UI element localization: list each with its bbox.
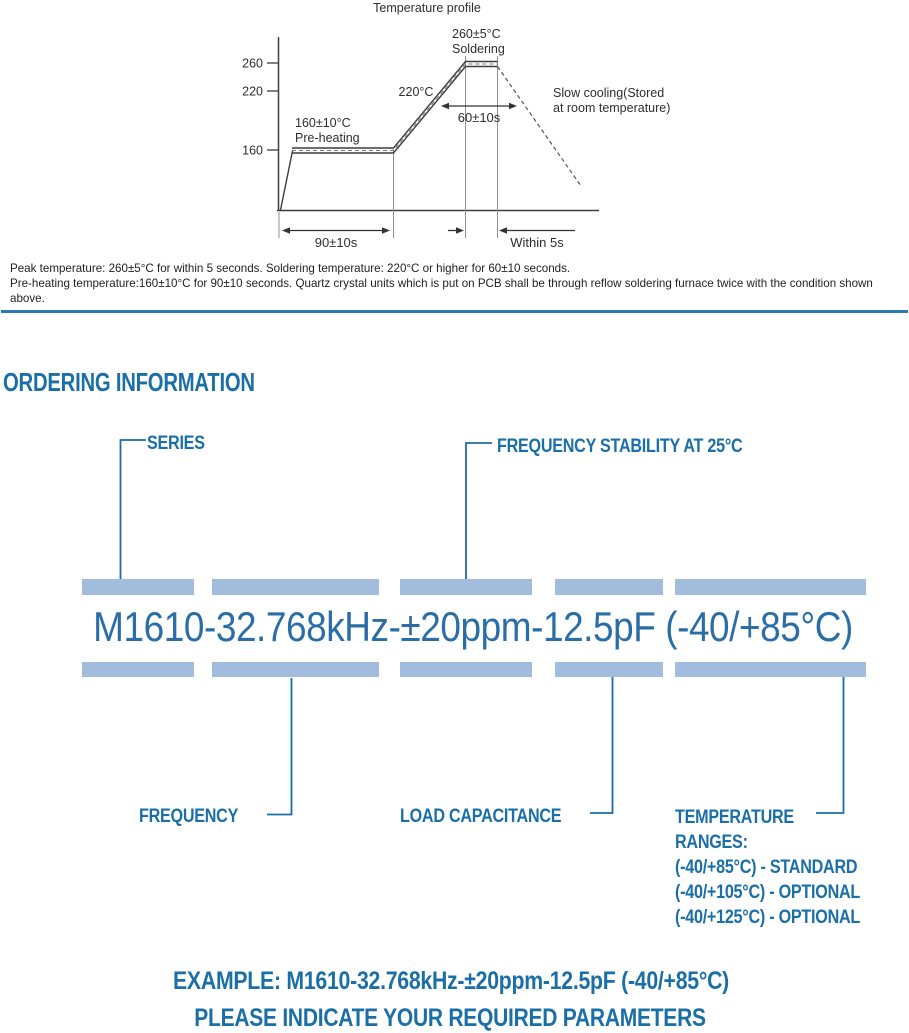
series-connector: [121, 440, 147, 581]
freq-stability-connector: [466, 443, 492, 581]
please-indicate-note: PLEASE INDICATE YOUR REQUIRED PARAMETERS: [194, 1004, 706, 1032]
field-bar-series-top: [82, 579, 194, 595]
dim-preheat-arrow-right: [382, 227, 390, 234]
frequency-label: FREQUENCY: [139, 806, 239, 827]
ramp-temp-label: 220°C: [398, 85, 434, 99]
preheat-label: Pre-heating: [295, 131, 360, 145]
frequency-connector: [267, 678, 292, 815]
series-label: SERIES: [147, 433, 205, 454]
temperature-profile-chart: [0, 0, 909, 258]
chart-title: Temperature profile: [373, 1, 481, 15]
dim-solder-arrow-left: [441, 103, 449, 110]
temperature-range-standard: (-40/+85°C) - STANDARD: [675, 857, 858, 878]
field-bar-frequency-top: [212, 579, 379, 595]
freq-stability-label: FREQUENCY STABILITY AT 25°C: [497, 436, 743, 457]
note-line-2: Pre-heating temperature:160±10°C for 90±10 seconds. Quartz crystal units which is put on PCB shall be through reflow soldering furnace twice with the condition shown above.: [10, 277, 873, 306]
example-part-number: EXAMPLE: M1610-32.768kHz-±20ppm-12.5pF (-40/+85°C): [173, 967, 729, 995]
field-bar-temperature-top: [675, 579, 866, 595]
dim-peak-label: Within 5s: [510, 235, 564, 250]
y-tick-label-220: 220: [242, 84, 263, 99]
dim-preheat-arrow-left: [282, 227, 290, 234]
field-bar-temperature-bottom: [675, 662, 866, 677]
field-bar-stability-top: [400, 579, 532, 595]
cooling-label-line2: at room temperature): [553, 101, 671, 115]
note-line-1: Peak temperature: 260±5°C for within 5 seconds. Soldering temperature: 220°C or higher for 60±10 seconds.: [10, 262, 571, 275]
y-tick-label-260: 260: [242, 56, 263, 71]
part-number: M1610-32.768kHz-±20ppm-12.5pF (-40/+85°C): [93, 603, 853, 650]
temperature-ranges-line: RANGES:: [675, 832, 748, 853]
field-bar-frequency-bottom: [212, 662, 379, 677]
soldering-label: Soldering: [452, 42, 505, 56]
dim-peak-right-arrow: [499, 227, 507, 234]
profile-cooling-dashed: [498, 67, 582, 187]
cooling-label-line1: Slow cooling(Stored: [553, 86, 665, 100]
load-capacitance-label: LOAD CAPACITANCE: [400, 806, 562, 827]
profile-ramp-up: [281, 151, 293, 210]
soldering-notes: [10, 261, 905, 307]
load-capacitance-connector: [590, 671, 613, 813]
temperature-connector: [816, 671, 844, 813]
soldering-temp-label: 260±5°C: [452, 27, 501, 41]
temperature-range-optional-125: (-40/+125°C) - OPTIONAL: [675, 907, 861, 928]
temperature-ranges-block: [675, 805, 860, 930]
field-bar-stability-bottom: [400, 662, 532, 677]
temperature-ranges-line: TEMPERATURE: [675, 807, 794, 828]
preheat-temp-label: 160±10°C: [295, 116, 351, 130]
field-bar-load-bottom: [555, 662, 663, 677]
ordering-information-heading: ORDERING INFORMATION: [3, 367, 255, 397]
y-tick-label-160: 160: [242, 143, 263, 158]
dim-solder-arrow-right: [509, 103, 517, 110]
dim-preheat-label: 90±10s: [314, 235, 358, 250]
section-divider: [1, 310, 908, 313]
field-bar-series-bottom: [82, 662, 194, 677]
temperature-range-optional-105: (-40/+105°C) - OPTIONAL: [675, 882, 861, 903]
dim-solder-label: 60±10s: [457, 110, 501, 125]
field-bar-load-top: [555, 579, 663, 595]
dim-peak-left-arrow: [456, 227, 464, 234]
